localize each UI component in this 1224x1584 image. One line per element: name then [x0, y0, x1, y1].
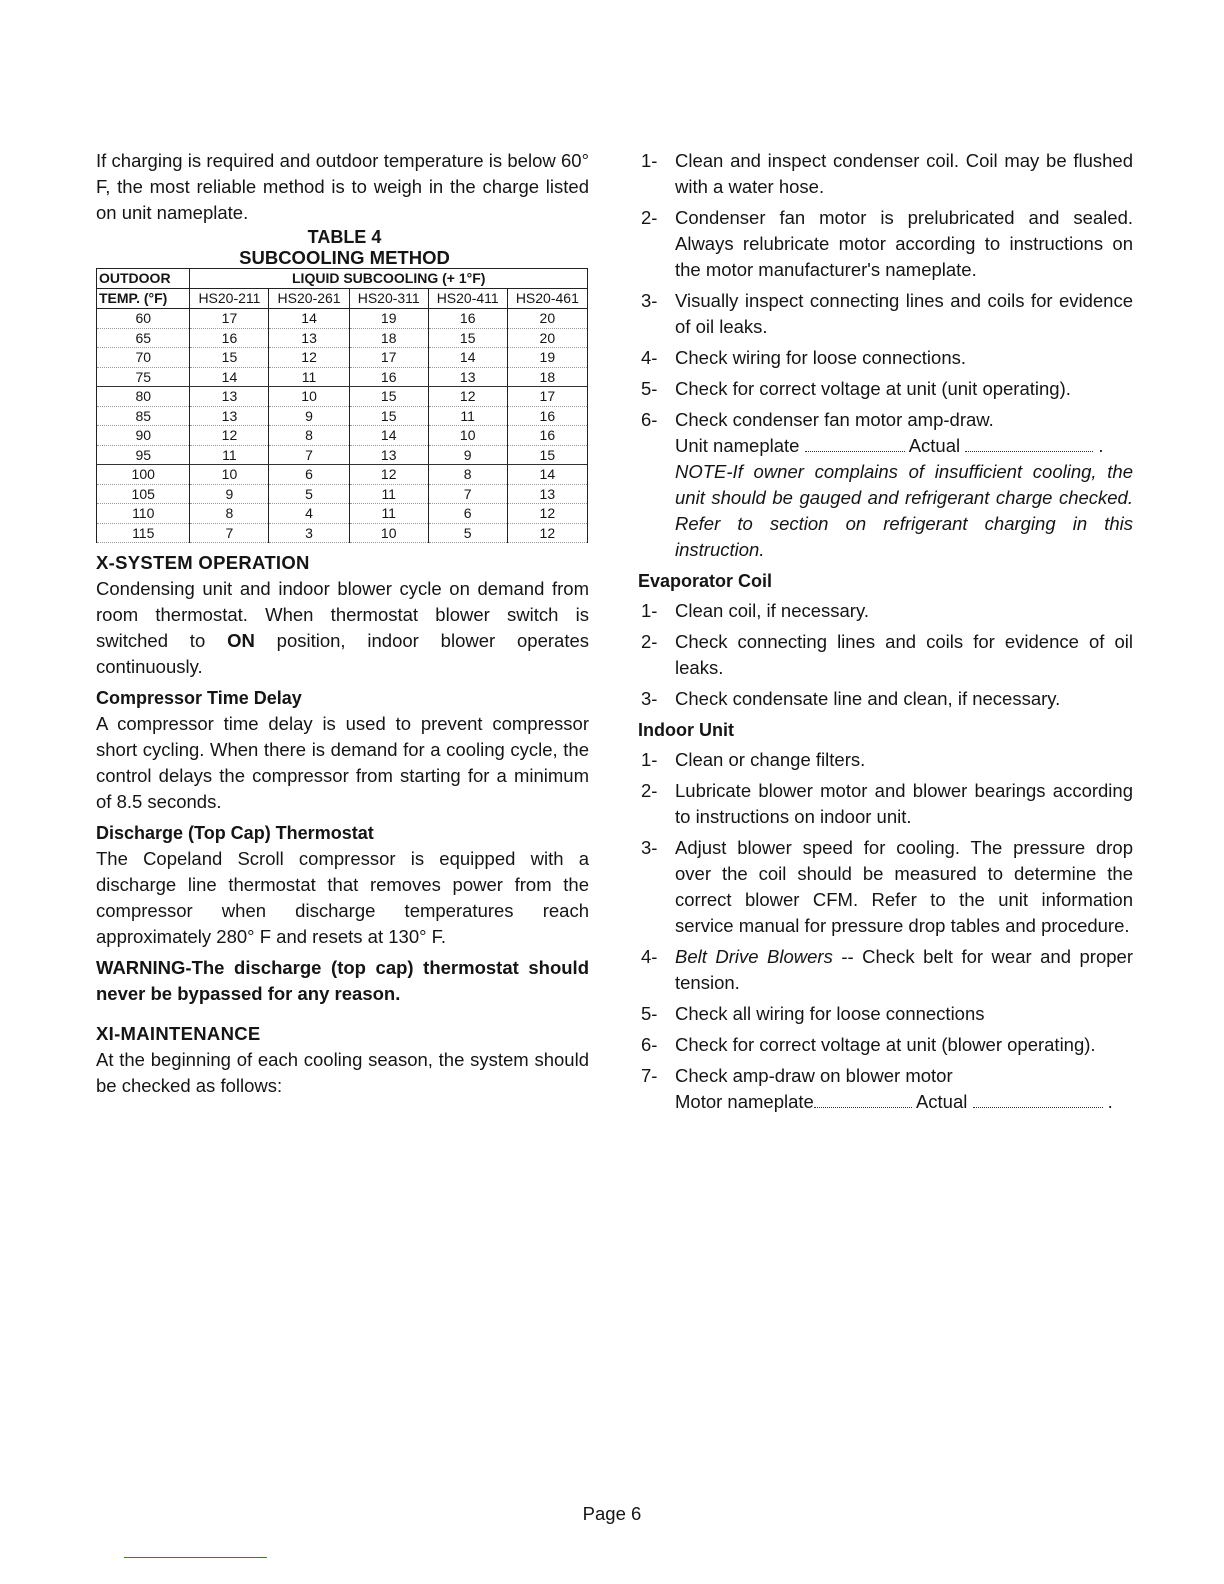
discharge-paragraph: The Copeland Scroll compressor is equipped with a discharge line thermostat that removes power from the compressor when discharge temperatures reach approximately 280° F and resets at 130° F.: [96, 848, 589, 947]
condenser-checklist: [641, 148, 1133, 433]
temp-cell: 110: [97, 504, 190, 524]
item-number: 7-: [641, 1065, 658, 1086]
temp-cell: 95: [97, 445, 190, 465]
item-number: 4-: [641, 946, 658, 967]
list-item: [641, 629, 1133, 681]
temp-cell: 115: [97, 523, 190, 543]
subcooling-cell: 19: [349, 309, 428, 329]
item-text: Adjust blower speed for cooling. The pressure drop over the coil should be measured to determine the correct blower CFM. Refer to the unit information service manual for pressure drop tables and procedure.: [675, 837, 1133, 936]
subcooling-cell: 13: [190, 406, 269, 426]
subcooling-cell: 12: [190, 426, 269, 446]
subcooling-table: [96, 268, 588, 543]
table-caption: TABLE 4: [307, 227, 382, 247]
indoor-checklist-continued: [641, 1001, 1133, 1089]
group-header: LIQUID SUBCOOLING (+ 1°F): [190, 269, 588, 289]
subcooling-cell: 18: [349, 328, 428, 348]
belt-drive-text: -- Check belt for wear and proper tension.: [675, 946, 1133, 993]
subcooling-cell: 13: [190, 387, 269, 407]
x-system-on: ON: [227, 630, 255, 651]
temp-cell: 75: [97, 367, 190, 387]
indoor-heading: Indoor Unit: [638, 720, 734, 740]
table-row: [97, 309, 588, 329]
subcooling-cell: 11: [349, 504, 428, 524]
item-text: Check condenser fan motor amp-draw.: [675, 409, 994, 430]
item-number: 3-: [641, 290, 658, 311]
item-text: Check wiring for loose connections.: [675, 347, 967, 368]
discharge-warning: WARNING-The discharge (top cap) thermostat should never be bypassed for any reason.: [96, 957, 589, 1004]
amp-draw-line: [641, 433, 1133, 459]
list-item: [641, 1063, 1133, 1089]
compressor-delay-paragraph: A compressor time delay is used to prevent compressor short cycling. When there is demand for a cooling cycle, the control delays the compressor from starting for a minimum of 8.5 seconds.: [96, 713, 589, 812]
list-item: [641, 747, 1133, 773]
temp-cell: 65: [97, 328, 190, 348]
motor-label: Motor nameplate: [675, 1091, 814, 1112]
table-row: [97, 465, 588, 485]
motor-line: [641, 1089, 1133, 1115]
subcooling-cell: 4: [269, 504, 349, 524]
subcooling-cell: 19: [507, 348, 587, 368]
item-text: Clean coil, if necessary.: [675, 600, 869, 621]
subcooling-cell: 12: [507, 523, 587, 543]
subcooling-cell: 9: [428, 445, 507, 465]
item-number: 5-: [641, 378, 658, 399]
item-number: 6-: [641, 409, 658, 430]
subcooling-cell: 10: [269, 387, 349, 407]
subcooling-cell: 13: [507, 484, 587, 504]
subcooling-cell: 17: [190, 309, 269, 329]
temp-cell: 60: [97, 309, 190, 329]
model-header: HS20-211: [190, 289, 269, 309]
list-item: [641, 407, 1133, 433]
subcooling-cell: 11: [349, 484, 428, 504]
item-number: 1-: [641, 600, 658, 621]
subcooling-cell: 5: [269, 484, 349, 504]
list-item: [641, 1032, 1133, 1058]
footer-rule: [124, 1557, 267, 1558]
item-number: 5-: [641, 1003, 658, 1024]
subcooling-cell: 11: [269, 367, 349, 387]
model-header: HS20-311: [349, 289, 428, 309]
table-row: [97, 523, 588, 543]
subcooling-cell: 14: [428, 348, 507, 368]
list-item: [641, 288, 1133, 340]
item-number: 2-: [641, 631, 658, 652]
item-number: 2-: [641, 207, 658, 228]
subcooling-cell: 13: [349, 445, 428, 465]
item-number: 3-: [641, 688, 658, 709]
item-number: 4-: [641, 347, 658, 368]
evaporator-checklist: [641, 598, 1133, 712]
item-text: Visually inspect connecting lines and coils for evidence of oil leaks.: [675, 290, 1133, 337]
subcooling-cell: 6: [269, 465, 349, 485]
nameplate-blank: [805, 433, 905, 452]
table-row: [97, 406, 588, 426]
subcooling-cell: 14: [349, 426, 428, 446]
item-text: Check condensate line and clean, if necessary.: [675, 688, 1061, 709]
x-system-text-end: position, indoor blower operates continuously.: [96, 630, 589, 677]
maintenance-heading: XI-MAINTENANCE: [96, 1023, 261, 1044]
motor-end: .: [1107, 1091, 1113, 1112]
subcooling-cell: 13: [269, 328, 349, 348]
item-number: 1-: [641, 749, 658, 770]
list-item: [641, 1001, 1133, 1027]
table-model-row: [97, 289, 588, 309]
item-text: Check connecting lines and coils for evidence of oil leaks.: [675, 631, 1133, 678]
subcooling-cell: 15: [507, 445, 587, 465]
item-text: Clean and inspect condenser coil. Coil may be flushed with a water hose.: [675, 150, 1133, 197]
subcooling-cell: 3: [269, 523, 349, 543]
subcooling-cell: 15: [349, 406, 428, 426]
subcooling-cell: 17: [507, 387, 587, 407]
table-row: [97, 504, 588, 524]
list-item: [641, 345, 1133, 371]
note-text: NOTE-If owner complains of insufficient cooling, the unit should be gauged and refrigerant charge checked. Refer to section on refrigerant charging in this instruction.: [675, 461, 1133, 560]
temp-cell: 100: [97, 465, 190, 485]
item-text: Condenser fan motor is prelubricated and sealed. Always relubricate motor according to instructions on the motor manufacturer's nameplate.: [675, 207, 1133, 280]
table-row: [97, 328, 588, 348]
left-column: [96, 148, 589, 1099]
item-text: Check for correct voltage at unit (unit operating).: [675, 378, 1071, 399]
subcooling-cell: 20: [507, 328, 587, 348]
list-item: [641, 205, 1133, 283]
subcooling-cell: 8: [428, 465, 507, 485]
table-header-row: [97, 269, 588, 289]
indoor-checklist: [641, 747, 1133, 939]
table-row: [97, 484, 588, 504]
actual-blank: [965, 433, 1093, 452]
intro-paragraph: If charging is required and outdoor temperature is below 60° F, the most reliable method is to weigh in the charge listed on unit nameplate.: [96, 150, 589, 223]
item-text: Clean or change filters.: [675, 749, 866, 770]
subcooling-cell: 13: [428, 367, 507, 387]
motor-actual-blank: [973, 1089, 1103, 1108]
list-item: [641, 686, 1133, 712]
table-row: [97, 387, 588, 407]
x-system-text: Condensing unit and indoor blower cycle on demand from room thermostat. When thermostat blower switch is switched to: [96, 578, 589, 651]
subcooling-cell: 12: [507, 504, 587, 524]
subcooling-cell: 16: [507, 406, 587, 426]
subcooling-cell: 16: [507, 426, 587, 446]
subcooling-cell: 10: [428, 426, 507, 446]
table-body: [97, 309, 588, 543]
list-item: [641, 944, 1133, 996]
item-number: 2-: [641, 780, 658, 801]
subcooling-cell: 14: [269, 309, 349, 329]
subcooling-cell: 12: [349, 465, 428, 485]
subcooling-cell: 8: [269, 426, 349, 446]
temp-cell: 80: [97, 387, 190, 407]
col-header-temp: TEMP. (°F): [97, 289, 190, 309]
list-item: [641, 598, 1133, 624]
item-number: 6-: [641, 1034, 658, 1055]
item-number: 3-: [641, 837, 658, 858]
subcooling-cell: 15: [190, 348, 269, 368]
table-row: [97, 367, 588, 387]
maintenance-paragraph: At the beginning of each cooling season, the system should be checked as follows:: [96, 1049, 589, 1096]
subcooling-cell: 11: [190, 445, 269, 465]
subcooling-cell: 7: [190, 523, 269, 543]
temp-cell: 85: [97, 406, 190, 426]
model-header: HS20-411: [428, 289, 507, 309]
discharge-heading: Discharge (Top Cap) Thermostat: [96, 823, 374, 843]
amp-label: Unit nameplate: [675, 435, 800, 456]
list-item: [641, 148, 1133, 200]
subcooling-cell: 14: [507, 465, 587, 485]
subcooling-cell: 5: [428, 523, 507, 543]
temp-cell: 105: [97, 484, 190, 504]
motor-nameplate-blank: [814, 1089, 912, 1108]
subcooling-cell: 9: [190, 484, 269, 504]
belt-drive-label: Belt Drive Blowers: [675, 946, 833, 967]
temp-cell: 70: [97, 348, 190, 368]
subcooling-cell: 14: [190, 367, 269, 387]
subcooling-cell: 12: [428, 387, 507, 407]
amp-end: .: [1098, 435, 1104, 456]
actual-label: Actual: [908, 435, 961, 456]
table-row: [97, 426, 588, 446]
temp-cell: 90: [97, 426, 190, 446]
model-header: HS20-261: [269, 289, 349, 309]
list-item: [641, 835, 1133, 939]
table-title: SUBCOOLING METHOD: [239, 247, 450, 268]
item-number: 1-: [641, 150, 658, 171]
subcooling-cell: 16: [190, 328, 269, 348]
evaporator-heading: Evaporator Coil: [638, 571, 773, 591]
list-item: [641, 778, 1133, 830]
item-text: Check all wiring for loose connections: [675, 1003, 985, 1024]
subcooling-cell: 18: [507, 367, 587, 387]
subcooling-cell: 7: [428, 484, 507, 504]
subcooling-cell: 10: [190, 465, 269, 485]
item-text: Check for correct voltage at unit (blower operating).: [675, 1034, 1096, 1055]
subcooling-cell: 10: [349, 523, 428, 543]
list-item: [641, 376, 1133, 402]
subcooling-cell: 6: [428, 504, 507, 524]
motor-actual-label: Actual: [915, 1091, 968, 1112]
model-header: HS20-461: [507, 289, 587, 309]
item-text: Check amp-draw on blower motor: [675, 1065, 953, 1086]
item-text: Lubricate blower motor and blower bearings according to instructions on indoor unit.: [675, 780, 1133, 827]
subcooling-cell: 20: [507, 309, 587, 329]
table-row: [97, 445, 588, 465]
table-row: [97, 348, 588, 368]
compressor-delay-heading: Compressor Time Delay: [96, 688, 302, 708]
subcooling-cell: 9: [269, 406, 349, 426]
subcooling-cell: 12: [269, 348, 349, 368]
subcooling-cell: 11: [428, 406, 507, 426]
subcooling-cell: 8: [190, 504, 269, 524]
right-column: [638, 148, 1133, 1120]
page-number: Page 6: [582, 1503, 642, 1524]
col-header-outdoor: OUTDOOR: [97, 269, 190, 289]
x-system-paragraph: [96, 576, 589, 680]
subcooling-cell: 15: [349, 387, 428, 407]
note-block: [641, 459, 1133, 563]
x-system-heading: X-SYSTEM OPERATION: [96, 552, 310, 573]
subcooling-cell: 7: [269, 445, 349, 465]
subcooling-cell: 16: [428, 309, 507, 329]
subcooling-cell: 17: [349, 348, 428, 368]
subcooling-cell: 15: [428, 328, 507, 348]
subcooling-cell: 16: [349, 367, 428, 387]
